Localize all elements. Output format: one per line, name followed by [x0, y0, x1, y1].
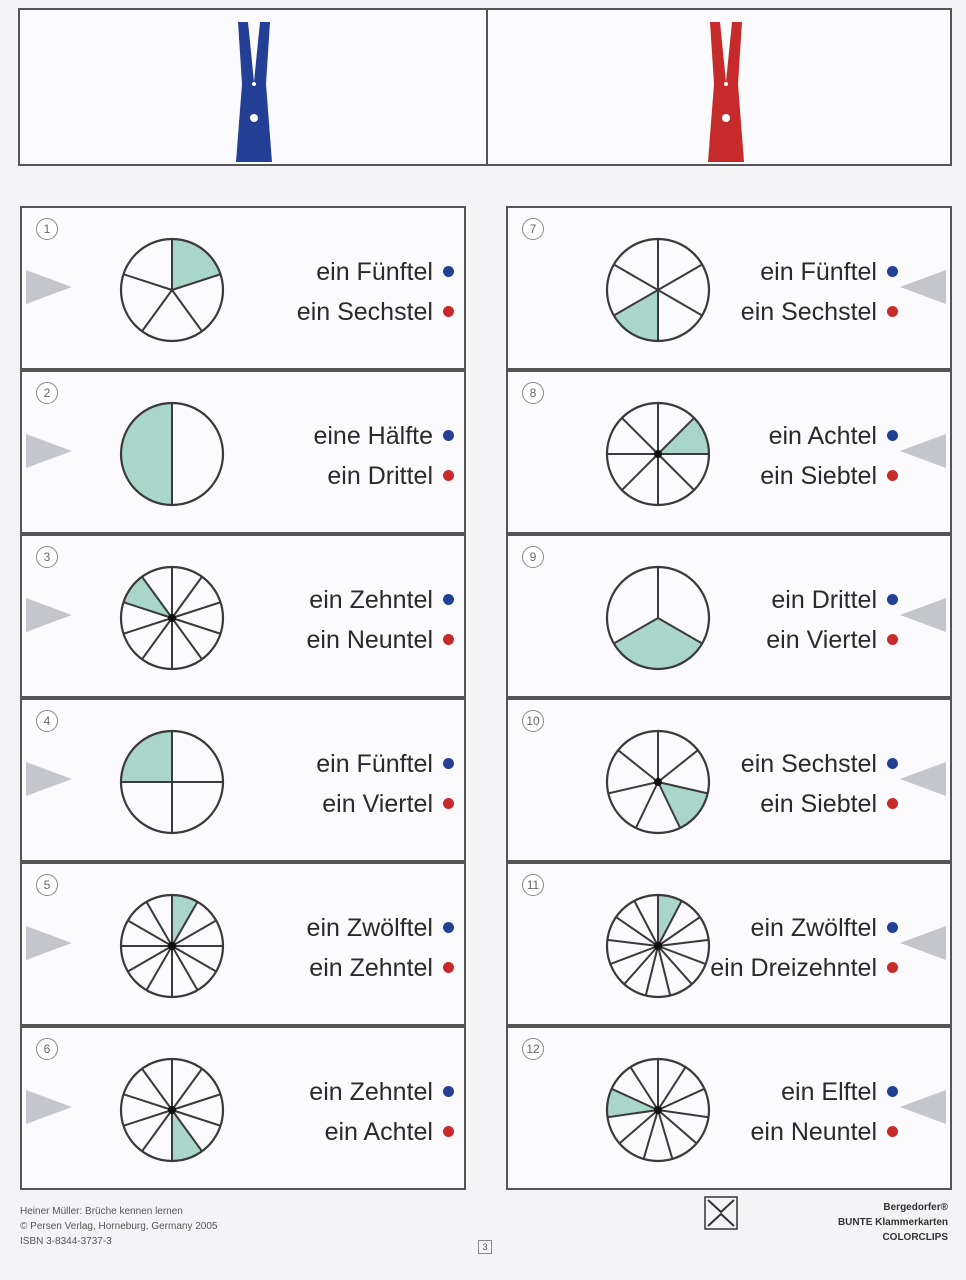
pointer-triangle-icon	[900, 270, 946, 304]
answer-labels	[309, 1072, 454, 1152]
sector-divider	[622, 454, 658, 490]
answer-labels	[316, 744, 454, 824]
label-text: ein Zehntel	[309, 586, 433, 614]
red-answer-label	[297, 292, 454, 332]
clip-legend-box	[18, 8, 952, 166]
red-dot-icon	[443, 962, 454, 973]
answer-labels	[751, 1072, 898, 1152]
brand-line-1: Bergedorfer®	[883, 1202, 948, 1213]
card-number: 9	[522, 546, 544, 568]
red-dot-icon	[887, 1126, 898, 1137]
fraction-circle	[118, 892, 226, 1000]
fraction-card-11	[506, 862, 952, 1026]
red-answer-label	[741, 292, 898, 332]
card-number: 1	[36, 218, 58, 240]
pointer-triangle-icon	[26, 270, 72, 304]
brand-info	[838, 1200, 948, 1245]
publisher-info	[20, 1204, 217, 1249]
sector-divider	[172, 618, 202, 659]
label-text: ein Achtel	[768, 422, 877, 450]
red-dot-icon	[887, 306, 898, 317]
card-number: 5	[36, 874, 58, 896]
fraction-circle	[118, 236, 226, 344]
red-answer-label	[313, 456, 454, 496]
fraction-card-10	[506, 698, 952, 862]
sector-divider	[622, 418, 658, 454]
blue-answer-label	[741, 744, 898, 784]
label-text: ein Drittel	[771, 586, 877, 614]
label-text: ein Drittel	[327, 462, 433, 490]
label-text: ein Sechstel	[296, 298, 433, 326]
fraction-circle	[604, 564, 712, 672]
red-answer-label	[316, 784, 454, 824]
red-dot-icon	[887, 798, 898, 809]
card-number: 7	[522, 218, 544, 240]
blue-dot-icon	[887, 758, 898, 769]
blue-answer-label	[760, 416, 898, 456]
label-text: ein Siebtel	[760, 462, 877, 490]
blue-dot-icon	[443, 758, 454, 769]
brand-line-3: COLORCLIPS	[882, 1232, 948, 1243]
footer-line-2: © Persen Verlag, Horneburg, Germany 2005	[20, 1221, 218, 1232]
blue-dot-icon	[443, 594, 454, 605]
sector-divider	[658, 265, 702, 291]
red-dot-icon	[887, 634, 898, 645]
red-clothespin-icon	[704, 22, 748, 162]
pointer-triangle-icon	[26, 598, 72, 632]
blue-answer-label	[309, 1072, 454, 1112]
label-text: ein Achtel	[324, 1118, 433, 1146]
footer-line-1: Heiner Müller: Brüche kennen lernen	[20, 1206, 183, 1217]
label-text: ein Sechstel	[740, 298, 877, 326]
red-answer-label	[710, 948, 898, 988]
sector-divider	[123, 274, 172, 290]
pointer-triangle-icon	[26, 1090, 72, 1124]
footer-line-3: ISBN 3-8344-3737-3	[20, 1236, 112, 1247]
fraction-circle	[604, 1056, 712, 1164]
fraction-circle	[118, 1056, 226, 1164]
pointer-triangle-icon	[26, 926, 72, 960]
fraction-card-12	[506, 1026, 952, 1190]
card-number: 12	[522, 1038, 544, 1060]
blue-answer-label	[710, 908, 898, 948]
sector-divider	[658, 454, 694, 490]
pointer-triangle-icon	[900, 598, 946, 632]
fraction-card-5	[20, 862, 466, 1026]
blue-answer-label	[297, 252, 454, 292]
label-text: ein Zehntel	[309, 954, 433, 982]
blue-answer-label	[307, 908, 454, 948]
card-number: 10	[522, 710, 544, 732]
fraction-card-4	[20, 698, 466, 862]
legend-divider	[486, 10, 488, 164]
sector-divider	[636, 782, 658, 828]
red-dot-icon	[887, 962, 898, 973]
blue-dot-icon	[443, 266, 454, 277]
card-number: 4	[36, 710, 58, 732]
sector-divider	[172, 602, 221, 618]
card-number: 3	[36, 546, 58, 568]
sector-divider	[123, 618, 172, 634]
card-number: 8	[522, 382, 544, 404]
blue-answer-label	[307, 580, 454, 620]
page-number: 3	[478, 1240, 492, 1254]
blue-dot-icon	[887, 922, 898, 933]
label-text: ein Neuntel	[750, 1118, 877, 1146]
pointer-triangle-icon	[900, 434, 946, 468]
shaded-sector	[121, 403, 172, 505]
sector-divider	[172, 1094, 221, 1110]
red-answer-label	[307, 620, 454, 660]
red-dot-icon	[443, 1126, 454, 1137]
sector-divider	[172, 618, 221, 634]
sector-divider	[172, 1069, 202, 1110]
center-dot	[168, 942, 176, 950]
sector-divider	[658, 290, 702, 316]
label-text: ein Elftel	[781, 1078, 877, 1106]
blue-dot-icon	[443, 1086, 454, 1097]
answer-labels	[741, 744, 898, 824]
sector-divider	[634, 901, 658, 946]
fraction-card-7	[506, 206, 952, 370]
blue-answer-label	[766, 580, 898, 620]
fraction-circle	[118, 400, 226, 508]
answer-labels	[297, 252, 454, 332]
sector-divider	[142, 290, 172, 331]
pointer-triangle-icon	[26, 434, 72, 468]
blue-answer-label	[316, 744, 454, 784]
fraction-circle	[604, 400, 712, 508]
sector-divider	[123, 1110, 172, 1126]
pointer-triangle-icon	[900, 926, 946, 960]
red-dot-icon	[443, 798, 454, 809]
sector-divider	[142, 618, 172, 659]
fraction-card-8	[506, 370, 952, 534]
blue-dot-icon	[887, 594, 898, 605]
answer-labels	[760, 416, 898, 496]
card-number: 6	[36, 1038, 58, 1060]
sector-divider	[608, 782, 658, 793]
blue-dot-icon	[443, 922, 454, 933]
label-text: ein Zwölftel	[306, 914, 433, 942]
fraction-circle	[118, 728, 226, 836]
label-text: ein Zehntel	[309, 1078, 433, 1106]
label-text: ein Fünftel	[316, 258, 433, 286]
shaded-sector	[614, 618, 702, 669]
brand-line-2: BUNTE Klammerkarten	[837, 1217, 948, 1228]
sector-divider	[658, 750, 698, 782]
fraction-card-2	[20, 370, 466, 534]
sector-divider	[614, 265, 658, 291]
blue-clothespin-icon	[232, 22, 276, 162]
label-text: ein Fünftel	[760, 258, 877, 286]
blue-answer-label	[741, 252, 898, 292]
sector-divider	[618, 750, 658, 782]
red-dot-icon	[443, 306, 454, 317]
red-dot-icon	[443, 470, 454, 481]
fraction-circle	[604, 236, 712, 344]
sector-divider	[172, 290, 202, 331]
answer-labels	[313, 416, 454, 496]
fraction-card-1	[20, 206, 466, 370]
fraction-circle	[604, 728, 712, 836]
label-text: ein Viertel	[322, 790, 433, 818]
fraction-circle	[118, 564, 226, 672]
answer-labels	[307, 580, 454, 660]
blue-dot-icon	[887, 430, 898, 441]
label-text: ein Neuntel	[306, 626, 433, 654]
red-answer-label	[751, 1112, 898, 1152]
center-dot	[654, 450, 662, 458]
sector-divider	[142, 1110, 172, 1151]
center-dot	[654, 778, 662, 786]
answer-labels	[710, 908, 898, 988]
center-dot	[654, 942, 662, 950]
sector-divider	[123, 1094, 172, 1110]
pointer-triangle-icon	[900, 1090, 946, 1124]
shaded-sector	[658, 782, 708, 828]
card-number: 11	[522, 874, 544, 896]
red-dot-icon	[887, 470, 898, 481]
fraction-card-6	[20, 1026, 466, 1190]
sector-divider	[172, 577, 202, 618]
red-dot-icon	[443, 634, 454, 645]
shaded-sector	[614, 290, 658, 341]
pointer-triangle-icon	[900, 762, 946, 796]
answer-labels	[741, 252, 898, 332]
red-answer-label	[766, 620, 898, 660]
label-text: ein Viertel	[766, 626, 877, 654]
sector-divider	[142, 1069, 172, 1110]
fraction-card-3	[20, 534, 466, 698]
blue-dot-icon	[887, 266, 898, 277]
shaded-sector	[658, 418, 709, 454]
answer-labels	[307, 908, 454, 988]
blue-answer-label	[751, 1072, 898, 1112]
card-number: 2	[36, 382, 58, 404]
label-text: eine Hälfte	[313, 422, 433, 450]
center-dot	[168, 1106, 176, 1114]
red-answer-label	[760, 456, 898, 496]
publisher-logo-icon	[704, 1196, 738, 1230]
label-text: ein Zwölftel	[750, 914, 877, 942]
blue-dot-icon	[887, 1086, 898, 1097]
blue-answer-label	[313, 416, 454, 456]
center-dot	[654, 1106, 662, 1114]
label-text: ein Siebtel	[760, 790, 877, 818]
pointer-triangle-icon	[26, 762, 72, 796]
center-dot	[168, 614, 176, 622]
red-answer-label	[309, 1112, 454, 1152]
fraction-circle	[604, 892, 712, 1000]
label-text: ein Dreizehntel	[710, 954, 877, 982]
red-answer-label	[307, 948, 454, 988]
red-answer-label	[741, 784, 898, 824]
blue-dot-icon	[443, 430, 454, 441]
label-text: ein Fünftel	[316, 750, 433, 778]
answer-labels	[766, 580, 898, 660]
fraction-card-9	[506, 534, 952, 698]
label-text: ein Sechstel	[740, 750, 877, 778]
